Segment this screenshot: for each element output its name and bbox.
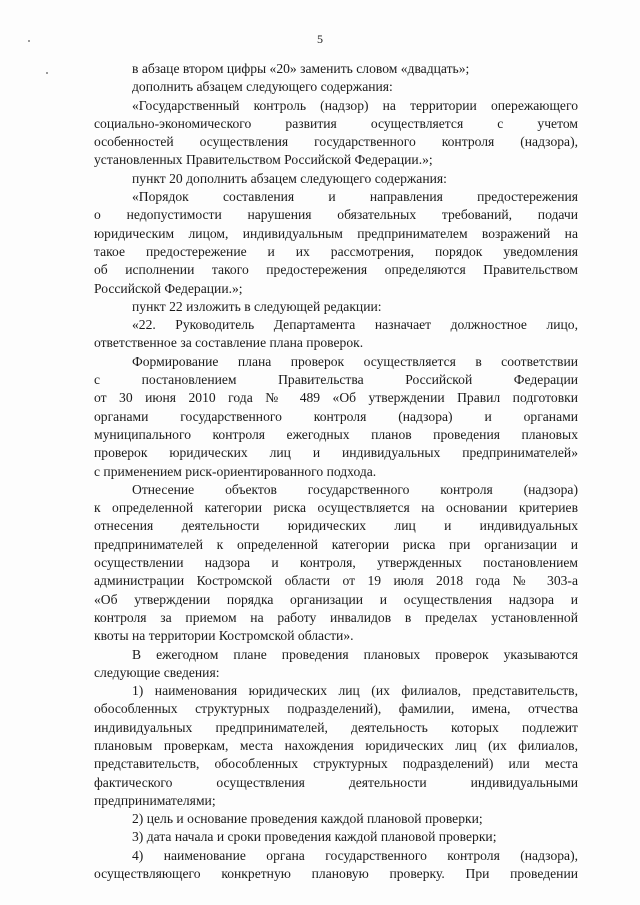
page-number: 5: [317, 32, 323, 46]
text-line: «Государственный контроль (надзор) на территории опережающего: [132, 97, 578, 113]
text-line: плановым проверкам, места нахождения юридических лиц (их филиалов,: [94, 737, 578, 753]
text-line: «Порядок составления и направления предостережения: [132, 189, 578, 205]
text-line: контроля за приемом на работу инвалидов в пределах установленной: [94, 609, 578, 625]
text-line: муниципального контроля ежегодных планов проведения плановых: [94, 426, 578, 442]
text-line: обособленных структурных подразделений), фамилии, имена, отчества: [94, 701, 578, 717]
text-line: особенностей осуществления государственного контроля (надзора),: [94, 134, 578, 150]
text-line: об исполнении такого предостережения определяются Правительством: [94, 262, 578, 278]
text-line: с применением риск-ориентированного подхода.: [94, 463, 377, 479]
text-line: «22. Руководитель Департамента назначает должностное лицо,: [132, 317, 578, 333]
text-line: фактического осуществления деятельности индивидуальными: [94, 774, 578, 790]
text-line: Российской Федерации.»;: [94, 280, 243, 296]
text-line: от 30 июня 2010 года № 489 «Об утверждении Правил подготовки: [94, 390, 578, 406]
text-line: установленных Правительством Российской Федерации.»;: [94, 152, 433, 168]
text-line: с постановлением Правительства Российской Федерации: [94, 372, 578, 388]
text-line: индивидуальных предпринимателей, деятельность которых подлежит: [94, 719, 578, 735]
text-line: «Об утверждении порядка организации и осуществления надзора и: [94, 591, 578, 607]
text-line: к определенной категории риска осуществляется на основании критериев: [94, 500, 578, 516]
text-line: осуществлении надзора и контроля, утвержденных постановлением: [94, 555, 578, 571]
text-line: 3) дата начала и сроки проведения каждой плановой проверки;: [132, 829, 497, 845]
text-line: предпринимателей к определенной категории риска при организации и: [94, 536, 578, 552]
text-line: предпринимателями;: [94, 792, 216, 808]
text-line: социально-экономического развития осуществляется с учетом: [94, 115, 578, 131]
text-line: 2) цель и основание проведения каждой плановой проверки;: [132, 811, 483, 827]
text-line: 4) наименование органа государственного контроля (надзора),: [132, 847, 578, 863]
text-line: такое предостережение и их рассмотрения, порядок уведомления: [94, 243, 578, 259]
text-line: 1) наименования юридических лиц (их филиалов, представительств,: [132, 683, 578, 699]
text-line: органами государственного контроля (надзора) и органами: [94, 408, 578, 424]
text-line: В ежегодном плане проведения плановых проверок указываются: [132, 646, 578, 662]
text-line: пункт 20 дополнить абзацем следующего содержания:: [132, 170, 447, 186]
text-line: осуществляющего конкретную плановую проверку. При проведении: [94, 866, 578, 882]
text-line: о недопустимости нарушения обязательных требований, подачи: [94, 207, 578, 223]
text-line: дополнить абзацем следующего содержания:: [132, 79, 393, 95]
text-line: представительств, обособленных структурных подразделений) или места: [94, 756, 578, 772]
scan-artifact-dot: [46, 72, 48, 74]
text-line: квоты на территории Костромской области».: [94, 628, 354, 644]
text-line: ответственное за составление плана проверок.: [94, 335, 364, 351]
text-line: администрации Костромской области от 19 июля 2018 года № 303-а: [94, 573, 578, 589]
text-line: отнесения деятельности юридических лиц и индивидуальных: [94, 518, 578, 534]
text-lines: [94, 60, 578, 883]
document-body: [94, 60, 578, 883]
text-line: следующие сведения:: [94, 664, 220, 680]
text-line: юридическим лицом, индивидуальным предпринимателем возражений на: [94, 225, 578, 241]
text-line: Формирование плана проверок осуществляется в соответствии: [132, 353, 578, 369]
text-line: пункт 22 изложить в следующей редакции:: [132, 298, 382, 314]
text-line: Отнесение объектов государственного контроля (надзора): [132, 481, 578, 497]
text-line: в абзаце втором цифры «20» заменить словом «двадцать»;: [132, 61, 470, 76]
text-line: проверок юридических лиц и индивидуальных предпринимателей»: [94, 445, 578, 461]
